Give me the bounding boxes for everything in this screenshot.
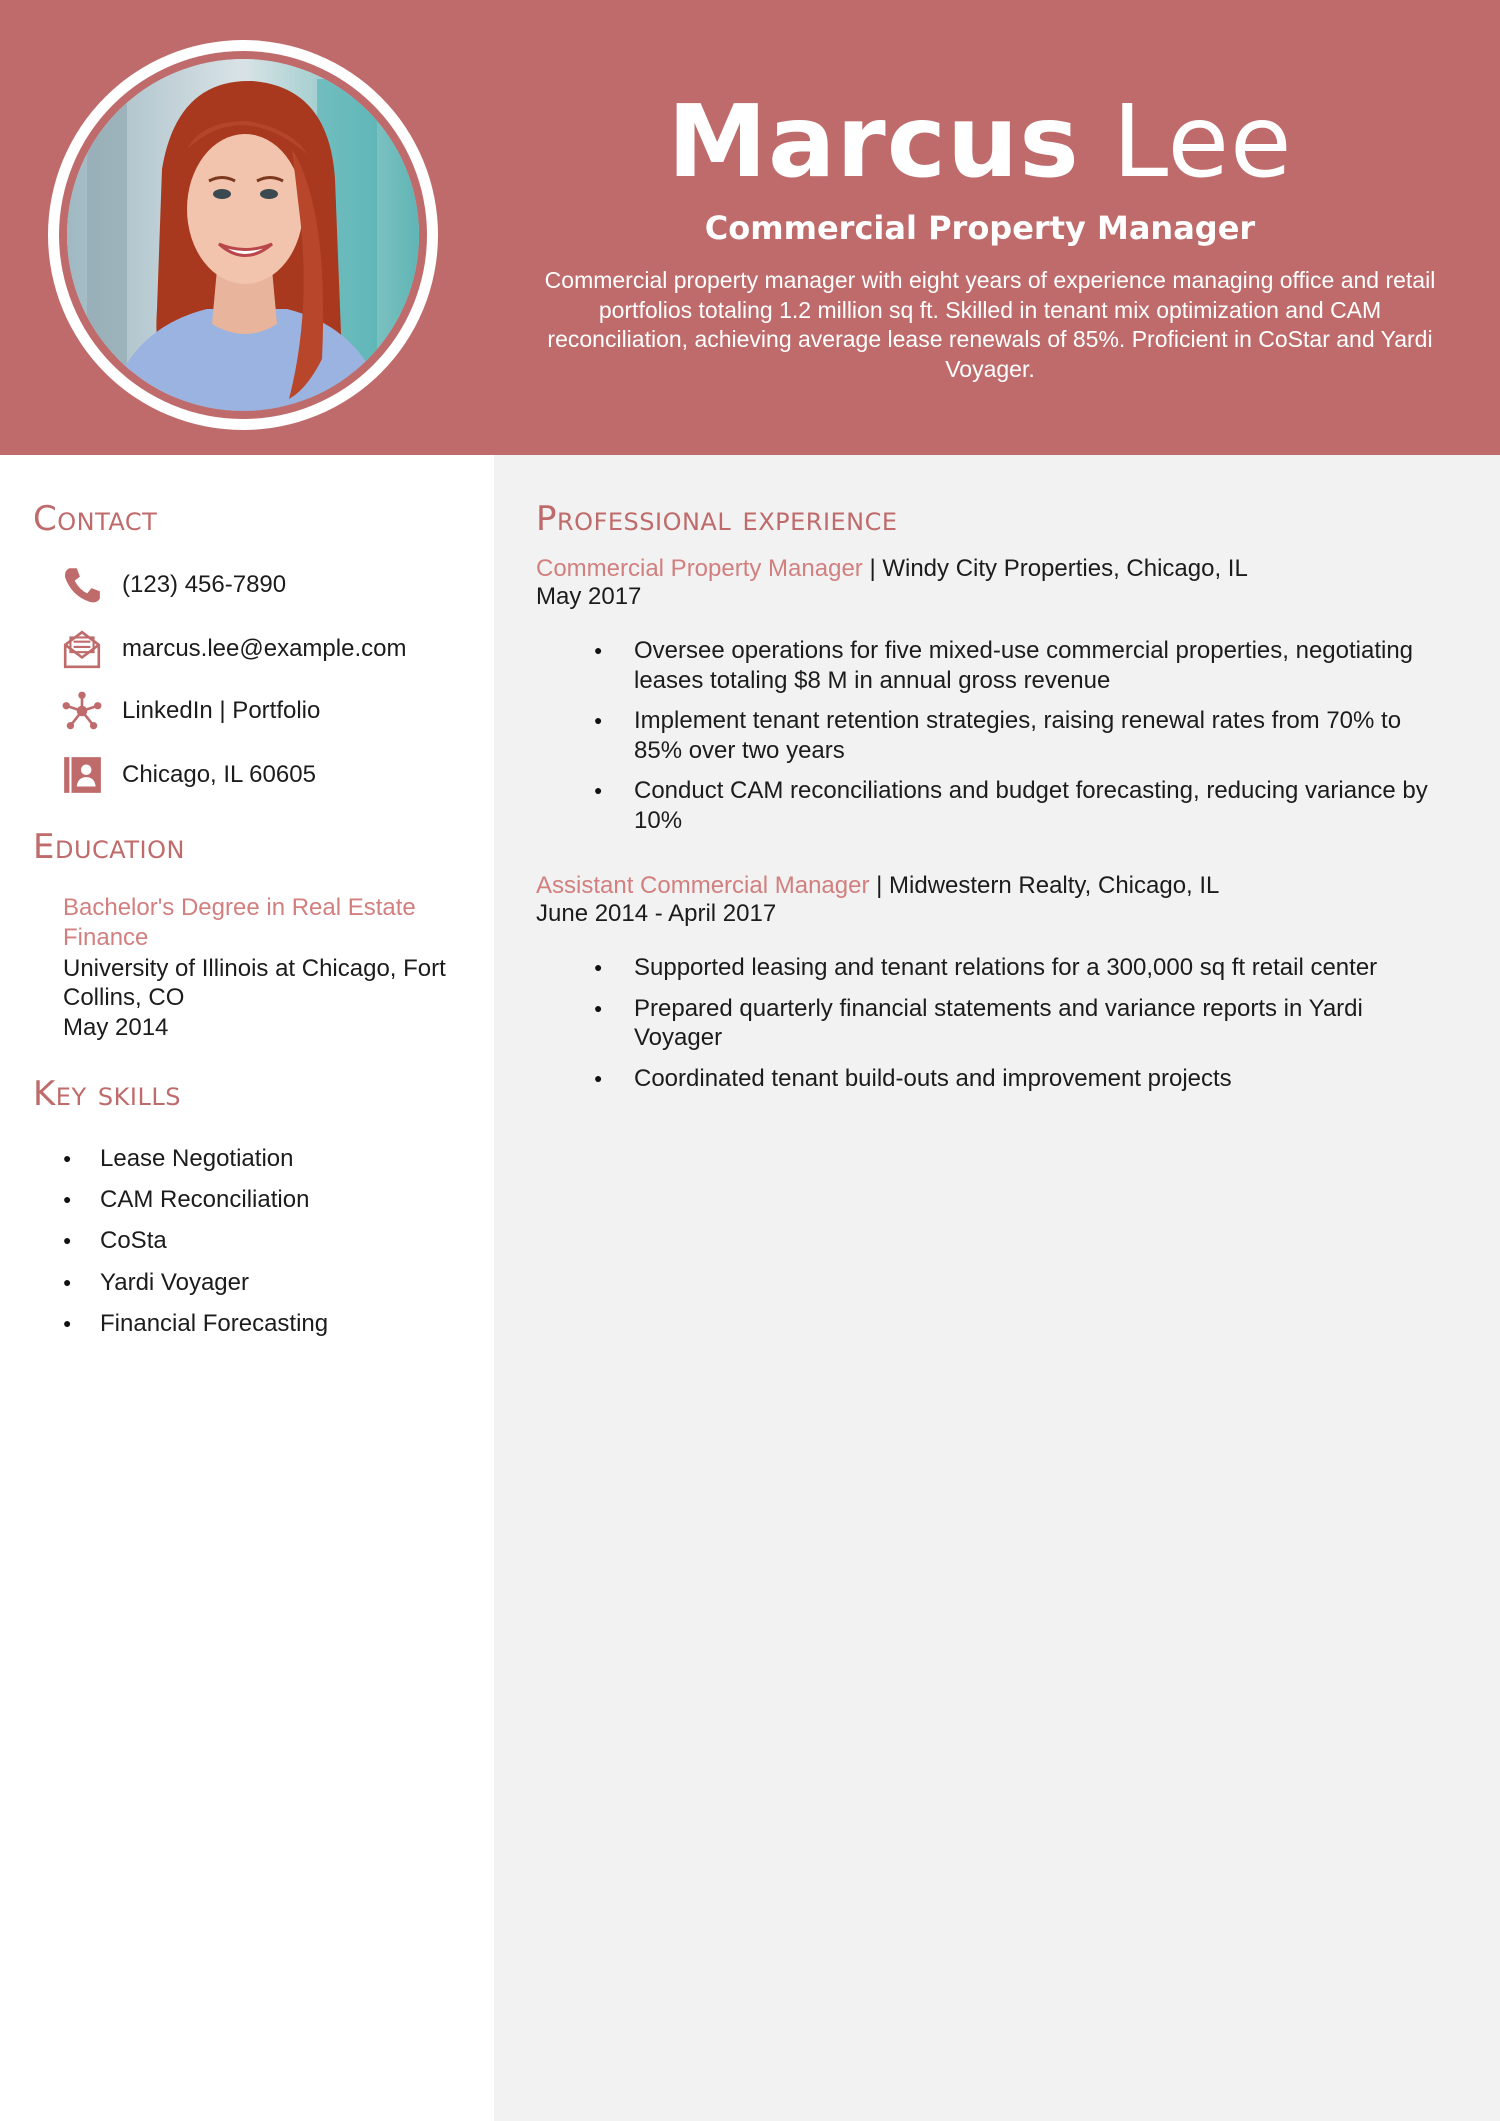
contact-email[interactable] (60, 627, 406, 671)
job-heading (536, 872, 1456, 900)
job-role: Assistant Commercial Manager (536, 872, 870, 899)
portrait-image (67, 59, 419, 411)
network-icon (60, 689, 104, 733)
contact-heading: Contact (33, 499, 158, 539)
contact-email-text[interactable]: marcus.lee@example.com (122, 635, 407, 662)
last-name: Lee (1112, 83, 1293, 200)
skill-item: ● Financial Forecasting (60, 1303, 480, 1344)
contact-links[interactable] (60, 689, 320, 733)
profile-photo-frame (48, 40, 438, 430)
job-company: | Midwestern Realty, Chicago, IL (869, 872, 1220, 899)
job-role: Commercial Property Manager (536, 555, 863, 582)
skills-list (60, 1138, 480, 1344)
first-name: Marcus (667, 83, 1080, 200)
contact-links-text[interactable]: LinkedIn | Portfolio (122, 697, 321, 724)
candidate-title: Commercial Property Manager (704, 209, 1256, 247)
contact-location-text: Chicago, IL 60605 (122, 761, 316, 788)
skill-item: ● Yardi Voyager (60, 1262, 480, 1303)
job-bullets (594, 953, 1454, 1104)
job-bullet: ● Coordinated tenant build-outs and improvement projects (594, 1064, 1454, 1094)
skill-item: ● CoSta (60, 1220, 480, 1261)
phone-icon (60, 563, 104, 607)
job-company: | Windy City Properties, Chicago, IL (862, 555, 1248, 582)
contact-phone-text: (123) 456-7890 (122, 571, 287, 598)
contact-phone (60, 563, 286, 607)
profile-photo (67, 59, 419, 411)
education-school: University of Illinois at Chicago, Fort Collins, CO (63, 955, 446, 1011)
job-bullet: ● Supported leasing and tenant relations for a 300,000 sq ft retail center (594, 953, 1454, 983)
skill-item: ● CAM Reconciliation (60, 1179, 480, 1220)
education-degree: Bachelor's Degree in Real Estate Finance (63, 894, 416, 951)
skill-item: ● Lease Negotiation (60, 1138, 480, 1179)
experience-heading: Professional experience (536, 499, 898, 539)
education-date: May 2014 (63, 1014, 169, 1041)
job-bullet: ● Conduct CAM reconciliations and budget forecasting, reducing variance by 10% (594, 776, 1454, 835)
job-bullet: ● Oversee operations for five mixed-use commercial properties, negotiating leases totaling $8 M in annual gross revenue (594, 636, 1454, 695)
job-bullets (594, 636, 1454, 846)
job-date: May 2017 (536, 583, 642, 610)
resume-header (0, 0, 1500, 455)
education-heading: Education (33, 827, 185, 867)
candidate-name (520, 82, 1440, 202)
job-bullet: ● Prepared quarterly financial statements and variance reports in Yardi Voyager (594, 994, 1454, 1053)
skills-heading: Key skills (33, 1074, 181, 1114)
envelope-icon (60, 627, 104, 671)
job-date: June 2014 - April 2017 (536, 900, 777, 927)
summary-text: Commercial property manager with eight years of experience managing office and retail portfolios totaling 1.2 million sq ft. Skilled in tenant mix optimization and CAM reconciliation, achieving average lease renewals of 85%. Proficient in CoStar and Yardi Voyager. (544, 267, 1436, 382)
contact-location (60, 753, 316, 797)
job-bullet: ● Implement tenant retention strategies, raising renewal rates from 70% to 85% over two years (594, 706, 1454, 765)
job-heading (536, 555, 1456, 583)
address-book-icon (60, 753, 104, 797)
